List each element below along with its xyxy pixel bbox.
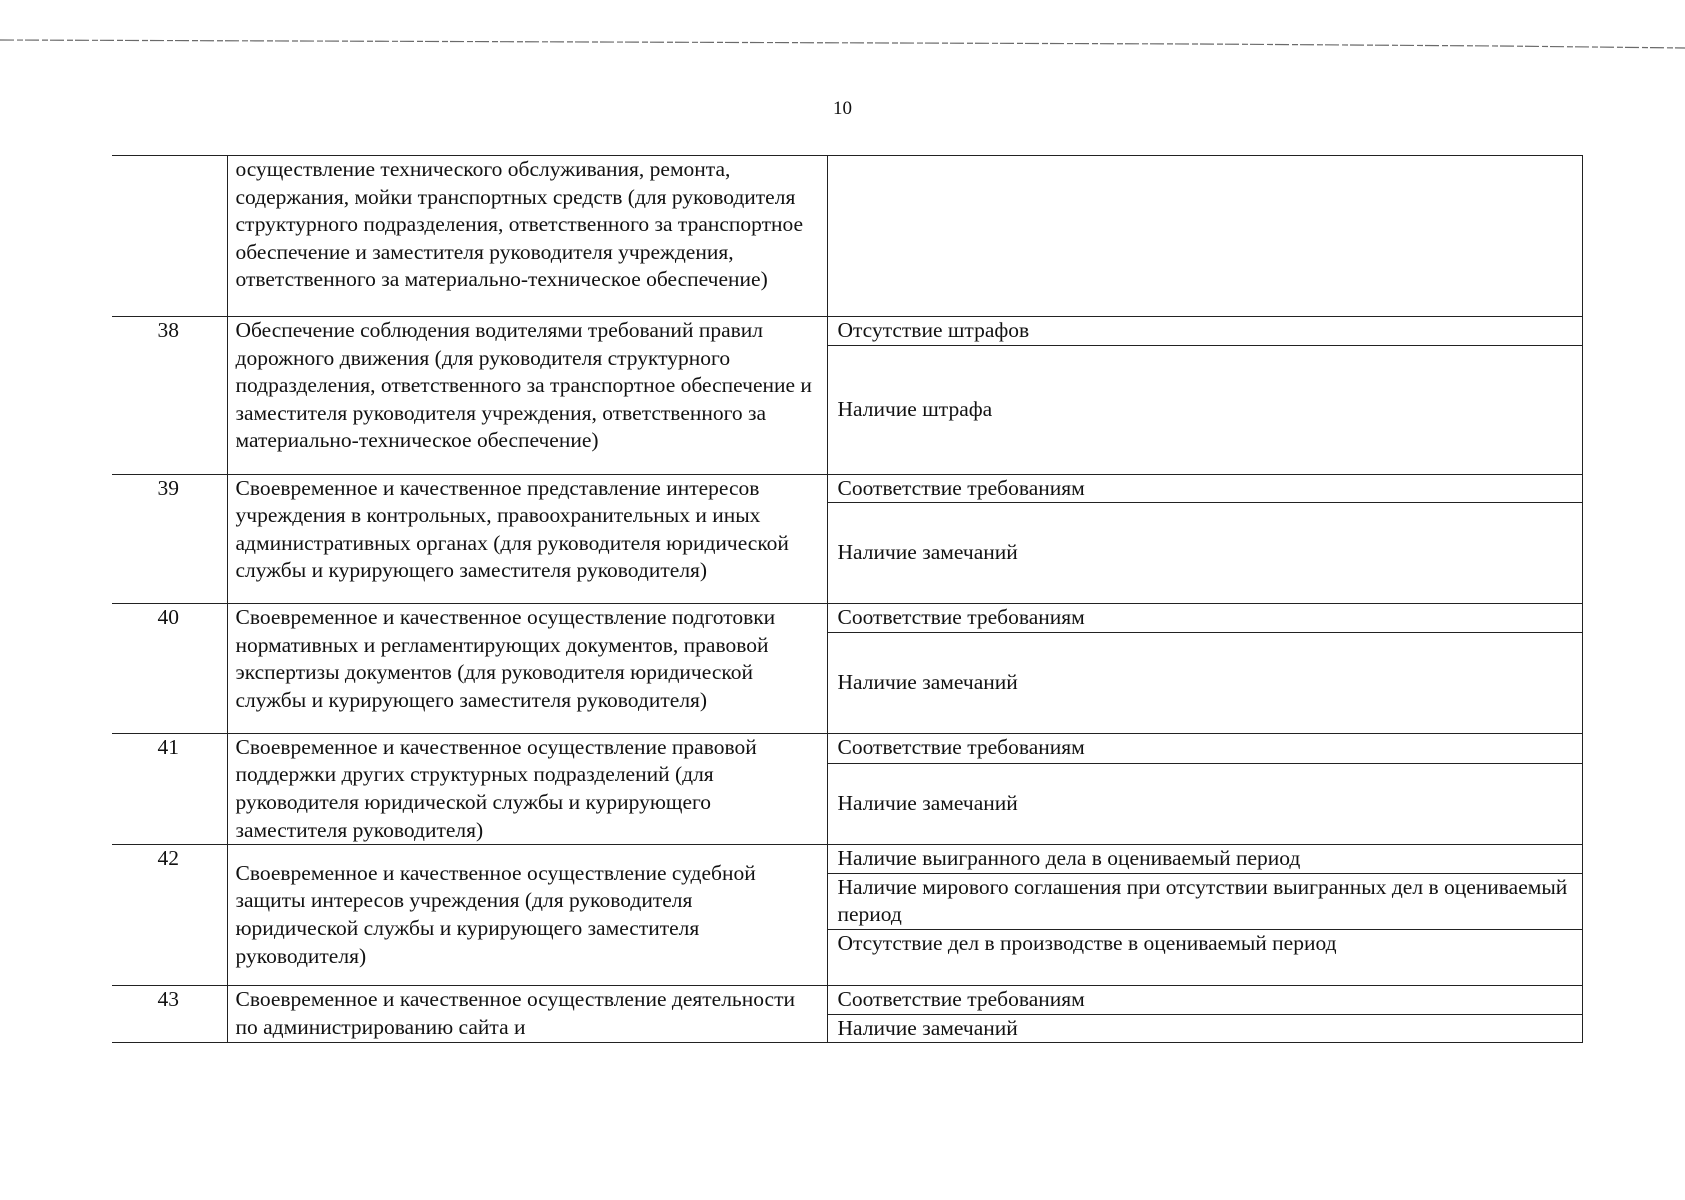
criteria-cell: Наличие замечаний xyxy=(827,632,1582,733)
criteria-cell: Соответствие требованиям xyxy=(827,604,1582,633)
row-number-cell: 39 xyxy=(112,474,227,604)
row-number-cell: 43 xyxy=(112,985,227,1042)
criteria-cell: Соответствие требованиям xyxy=(827,985,1582,1014)
table-row-41 xyxy=(112,733,1582,763)
indicator-cell: осуществление технического обслуживания, ремонта, содержания, мойки транспортных средств (для руководителя структурного подразделения, ответственного за транспортное обеспечение и заместителя руководителя учреждения, ответственного за материально-техническое обеспечение) xyxy=(227,156,827,317)
indicator-cell: Своевременное и качественное представление интересов учреждения в контрольных, правоохранительных и иных административных органах (для руководителя юридической службы и курирующего заместителя руководителя) xyxy=(227,474,827,604)
row-number-cell: 40 xyxy=(112,604,227,734)
table-row-continuation xyxy=(112,156,1582,317)
criteria-cell: Наличие замечаний xyxy=(827,503,1582,604)
indicator-cell: Своевременное и качественное осуществление деятельности по администрированию сайта и xyxy=(227,985,827,1042)
scan-edge-line xyxy=(0,38,1685,52)
criteria-cell: Соответствие требованиям xyxy=(827,474,1582,503)
criteria-cell: Наличие замечаний xyxy=(827,1014,1582,1043)
indicator-cell: Своевременное и качественное осуществление подготовки нормативных и регламентирующих документов, правовой экспертизы документов (для руководителя юридической службы и курирующего заместителя руководителя) xyxy=(227,604,827,734)
page-number: 10 xyxy=(833,98,852,119)
criteria-cell: Наличие выигранного дела в оцениваемый период xyxy=(827,845,1582,874)
table-row-42 xyxy=(112,845,1582,874)
row-number-cell xyxy=(112,156,227,317)
table-row-40 xyxy=(112,604,1582,633)
criteria-cell: Отсутствие дел в производстве в оцениваемый период xyxy=(827,929,1582,985)
criteria-cell: Наличие замечаний xyxy=(827,764,1582,845)
criteria-cell: Отсутствие штрафов xyxy=(827,317,1582,346)
row-number-cell: 41 xyxy=(112,733,227,844)
criteria-cell: Соответствие требованиям xyxy=(827,733,1582,763)
criteria-cell: Наличие штрафа xyxy=(827,345,1582,474)
table-row-39 xyxy=(112,474,1582,503)
row-number-cell: 38 xyxy=(112,317,227,475)
criteria-cell xyxy=(827,156,1582,317)
row-number-cell: 42 xyxy=(112,845,227,986)
table-row-43 xyxy=(112,985,1582,1014)
indicator-cell: Своевременное и качественное осуществление правовой поддержки других структурных подразделений (для руководителя юридической службы и курирующего заместителя руководителя) xyxy=(227,733,827,844)
indicator-cell: Обеспечение соблюдения водителями требований правил дорожного движения (для руководителя структурного подразделения, ответственного за транспортное обеспечение и заместителя руководителя учреждения, ответственного за материально-техническое обеспечение) xyxy=(227,317,827,475)
indicator-cell: Своевременное и качественное осуществление судебной защиты интересов учреждения (для руководителя юридической службы и курирующего заместителя руководителя) xyxy=(227,845,827,986)
criteria-table xyxy=(112,155,1583,1043)
table-row-38 xyxy=(112,317,1582,346)
criteria-cell: Наличие мирового соглашения при отсутствии выигранных дел в оцениваемый период xyxy=(827,873,1582,929)
